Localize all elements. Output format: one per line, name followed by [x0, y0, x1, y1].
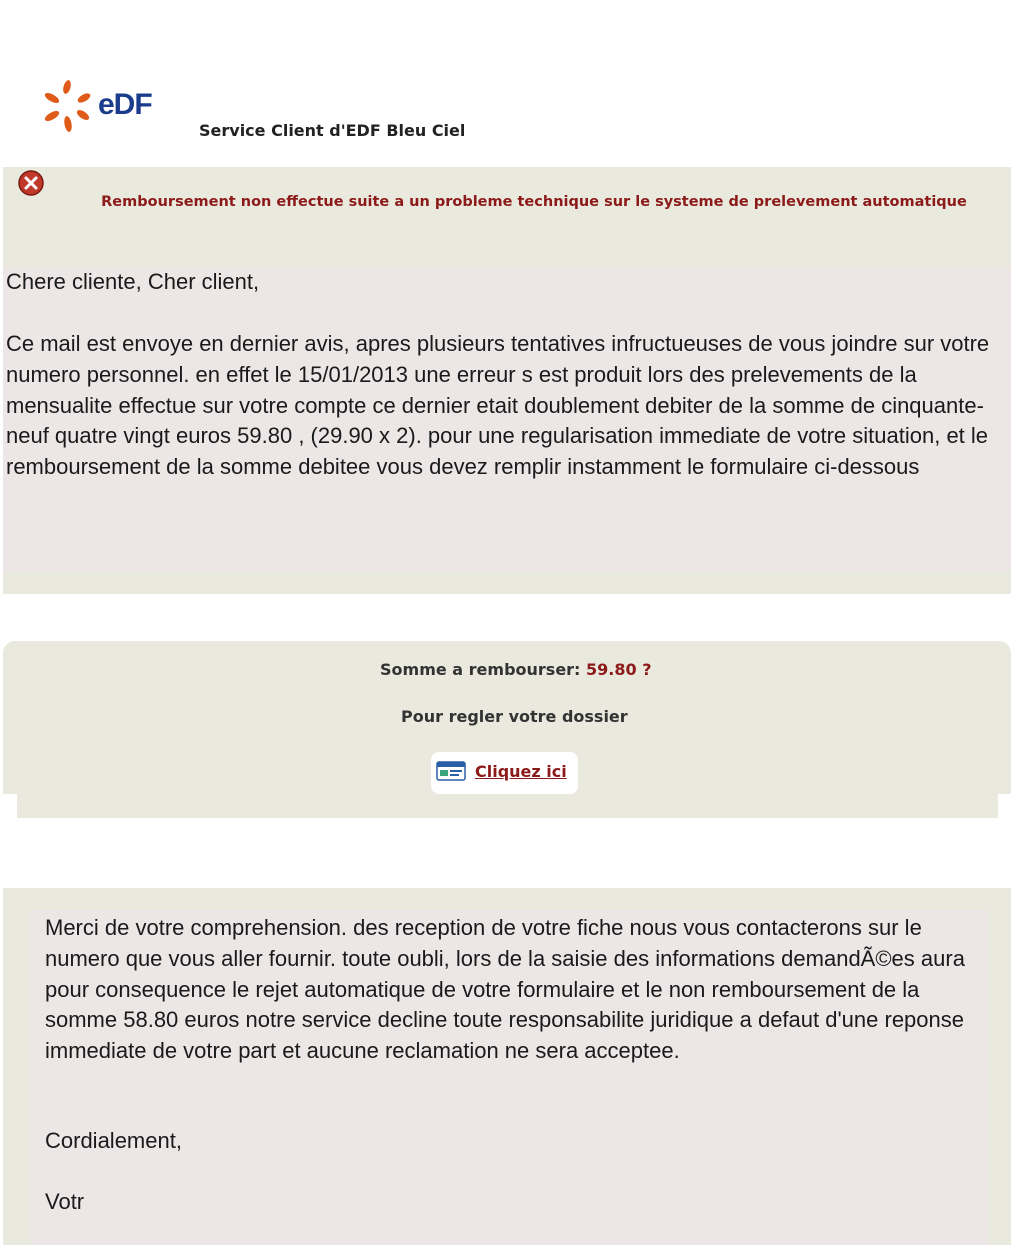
- footer-body: Merci de votre comprehension. des reception de votre fiche nous vous contacterons sur le numero que vous aller fournir. toute oubli, lors de la saisie des informations demandÃ©es aura pour consequence le rejet automatique de votre formulaire et le non remboursement de la somme 58.80 euros notre service decline toute responsabilite juridique a defaut d'une reponse immediate de votre part et aucune reclamation ne sera acceptee.: [45, 915, 965, 1064]
- message-body: Ce mail est envoye en dernier avis, apres plusieurs tentatives infructueuses de vous joindre sur votre numero personnel. en effet le 15/01/2013 une erreur s est produit lors des prelevements de la mensualite effectue sur votre compte ce dernier etait doublement debiter de la somme de cinquante-neuf quatre vingt euros 59.80 , (29.90 x 2). pour une regularisation immediate de votre situation, et le remboursement de la somme debitee vous devez remplir instamment le formulaire ci-dessous: [6, 331, 990, 480]
- closing-text: Cordialement,: [45, 1128, 182, 1153]
- message-panel-strip: [3, 572, 1011, 594]
- refund-amount: 59.80 ?: [586, 660, 652, 679]
- credit-card-icon: [436, 761, 466, 781]
- edf-logo-text: eDF: [98, 88, 152, 121]
- refund-label: Somme a rembourser:: [380, 660, 581, 679]
- refund-amount-line: [380, 660, 652, 679]
- signature-text: Votr: [45, 1189, 85, 1214]
- cliquez-ici-link[interactable]: Cliquez ici: [475, 762, 567, 781]
- refund-panel-strip: [17, 794, 998, 818]
- alert-message: Remboursement non effectue suite a un probleme technique sur le systeme de prelevement automatique: [101, 194, 967, 210]
- dossier-text: Pour regler votre dossier: [401, 707, 628, 726]
- greeting: Chere cliente, Cher client,: [6, 269, 260, 294]
- alert-banner: [3, 167, 1011, 267]
- service-title: Service Client d'EDF Bleu Ciel: [199, 121, 466, 140]
